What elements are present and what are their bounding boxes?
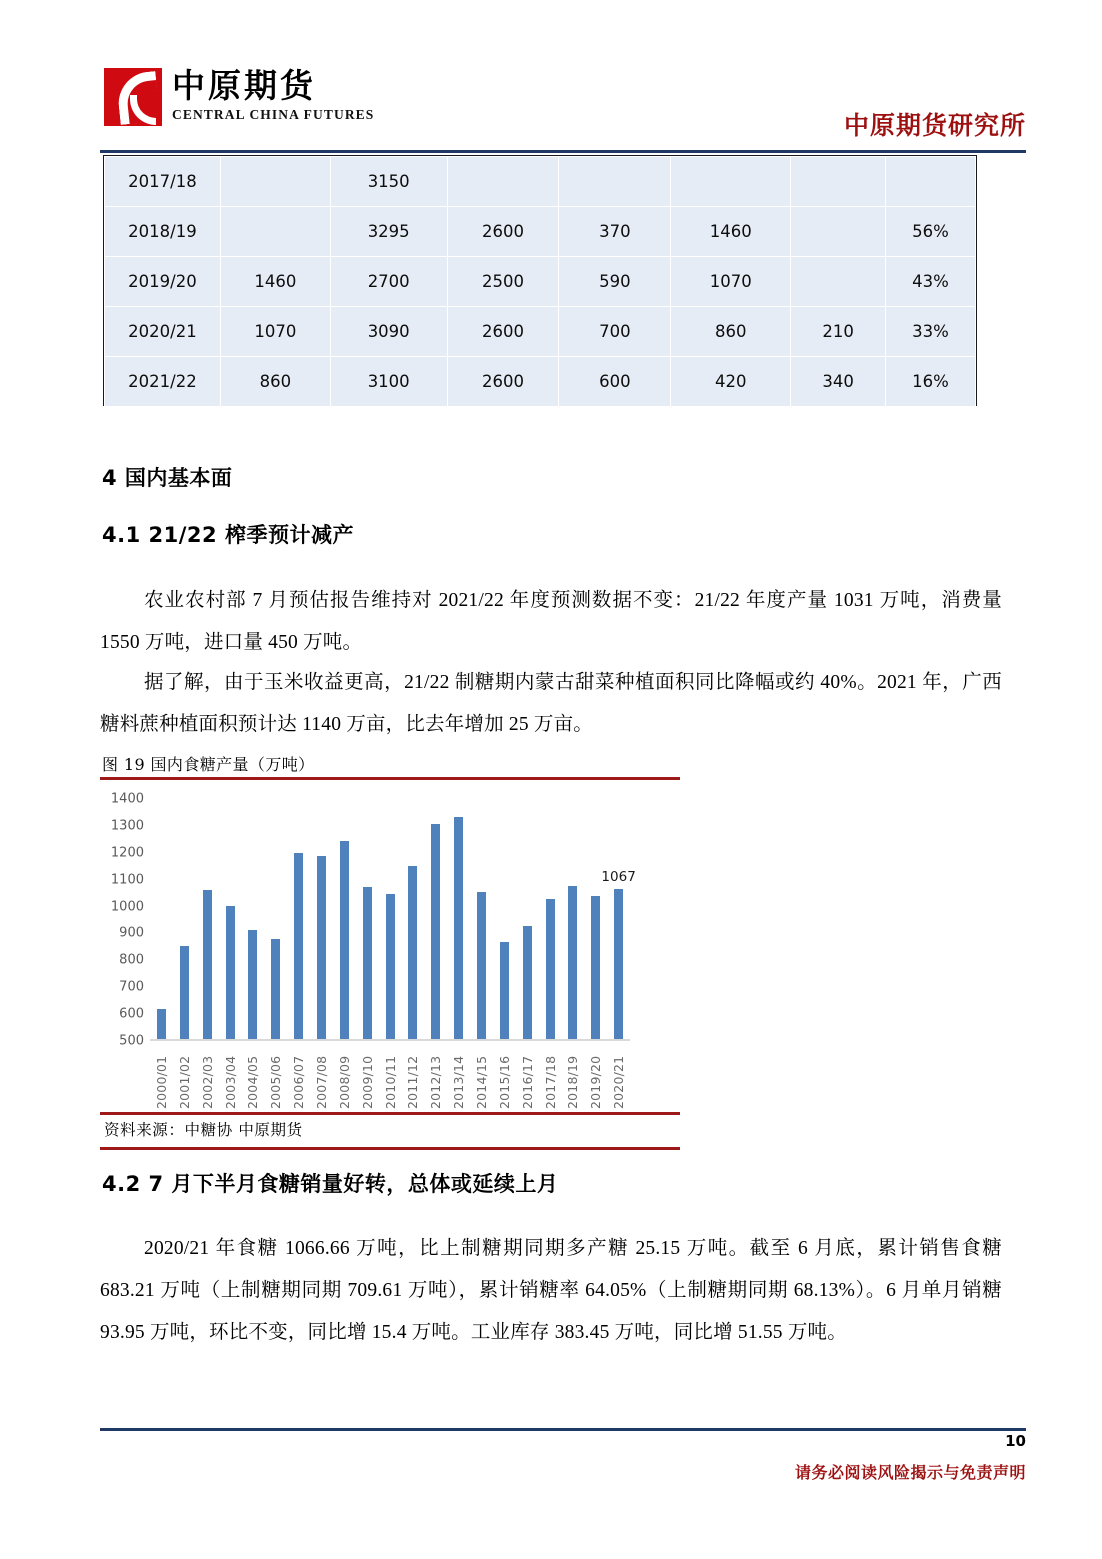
table-cell-season: 2017/18: [105, 157, 221, 207]
x-label-slot: [173, 1043, 196, 1109]
heading-4-2: 4.2 7 月下半月食糖销量好转，总体或延续上月: [102, 1172, 559, 1196]
table-row: [105, 207, 976, 257]
chart-bar: [477, 892, 486, 1042]
chart-bar: [271, 939, 280, 1041]
bar-slot: [241, 799, 264, 1041]
x-label-slot: [379, 1043, 402, 1109]
table-cell: 700: [559, 307, 671, 357]
table-cell: 420: [671, 357, 791, 407]
chart-baseline: [150, 1039, 630, 1041]
table-cell: 1070: [671, 257, 791, 307]
chart-bar: [546, 899, 555, 1041]
figure-bottom-rule: [100, 1147, 680, 1150]
paragraph-planting-area: 据了解，由于玉米收益更高，21/22 制糖期内蒙古甜菜种植面积同比降幅或约 40%。2021 年，广西糖料蔗种植面积预计达 1140 万亩，比去年增加 25 万亩。: [100, 672, 1002, 735]
bar-slot: [196, 799, 219, 1041]
x-label-slot: [241, 1043, 264, 1109]
research-institute-title: 中原期货研究所: [843, 111, 1026, 140]
x-tick-label: 2015/16: [496, 1055, 512, 1109]
y-tick-label: 1100: [110, 872, 144, 888]
bar-slot: [447, 799, 470, 1041]
bar-slot: [150, 799, 173, 1041]
bar-slot: [516, 799, 539, 1041]
bar-slot: [356, 799, 379, 1041]
x-tick-label: 2004/05: [245, 1055, 261, 1109]
bar-slot: [379, 799, 402, 1041]
chart-bar: [363, 887, 372, 1041]
x-label-slot: [264, 1043, 287, 1109]
x-tick-label: 2007/08: [313, 1055, 329, 1109]
table-cell: 2600: [447, 307, 559, 357]
y-tick-label: 1200: [110, 845, 144, 861]
chart-bar: [523, 926, 532, 1041]
chart-bar: [454, 817, 463, 1041]
table-cell-season: 2019/20: [105, 257, 221, 307]
table-cell-season: 2021/22: [105, 357, 221, 407]
chart-bar: [317, 856, 326, 1041]
bar-slot: [173, 799, 196, 1041]
table-cell: 56%: [886, 207, 976, 257]
x-label-slot: [310, 1043, 333, 1109]
table-cell: 1460: [220, 257, 330, 307]
x-label-slot: [401, 1043, 424, 1109]
heading-4-1: 4.1 21/22 榨季预计减产: [102, 523, 354, 547]
x-label-slot: [219, 1043, 242, 1109]
table-cell-season: 2018/19: [105, 207, 221, 257]
bar-slot: [333, 799, 356, 1041]
chart-bar: [180, 946, 189, 1041]
table-cell: 33%: [886, 307, 976, 357]
table-cell-season: 2020/21: [105, 307, 221, 357]
logo-english-name: CENTRAL CHINA FUTURES: [172, 106, 375, 122]
bar-slot: [470, 799, 493, 1041]
chart-bar: [408, 866, 417, 1041]
figure-caption: 图 19 国内食糖产量（万吨）: [102, 755, 315, 774]
table-cell: [886, 157, 976, 207]
table-cell: [791, 257, 886, 307]
x-tick-label: 2014/15: [473, 1055, 489, 1109]
table-row: [105, 157, 976, 207]
table-row: [105, 307, 976, 357]
table-cell: [559, 157, 671, 207]
x-tick-label: 2012/13: [428, 1055, 444, 1109]
chart-bar: [203, 890, 212, 1041]
table-cell: [220, 157, 330, 207]
table-cell: 340: [791, 357, 886, 407]
table-cell: 2600: [447, 207, 559, 257]
chart-bar: [614, 889, 623, 1041]
table-cell: 3295: [330, 207, 447, 257]
y-tick-label: 1000: [110, 899, 144, 915]
bar-slot: [561, 799, 584, 1041]
x-label-slot: [470, 1043, 493, 1109]
logo-mark-icon: [104, 68, 162, 126]
x-label-slot: [196, 1043, 219, 1109]
table-cell: 370: [559, 207, 671, 257]
company-logo: [104, 68, 374, 126]
bar-slot: [584, 799, 607, 1041]
chart-bar: [386, 894, 395, 1041]
table-cell: 590: [559, 257, 671, 307]
table-cell: 43%: [886, 257, 976, 307]
chart-bar: [294, 853, 303, 1041]
table-cell: 1460: [671, 207, 791, 257]
chart-plot-area: [110, 791, 636, 1049]
chart-bars: [150, 799, 636, 1041]
x-tick-label: 2016/17: [519, 1055, 535, 1109]
x-label-slot: [516, 1043, 539, 1109]
x-label-slot: [150, 1043, 173, 1109]
x-tick-label: 2006/07: [291, 1055, 307, 1109]
x-label-slot: [356, 1043, 379, 1109]
chart-x-axis-labels: [150, 1043, 630, 1109]
supply-balance-table: [104, 156, 976, 407]
y-tick-label: 500: [119, 1033, 144, 1049]
header-divider: [100, 150, 1026, 153]
y-tick-label: 1400: [110, 791, 144, 807]
x-tick-label: 2003/04: [222, 1055, 238, 1109]
x-label-slot: [561, 1043, 584, 1109]
table-cell: [447, 157, 559, 207]
table-cell: 3100: [330, 357, 447, 407]
table-cell: 860: [220, 357, 330, 407]
x-tick-label: 2002/03: [199, 1055, 215, 1109]
x-tick-label: 2000/01: [153, 1055, 169, 1109]
y-tick-label: 600: [119, 1006, 144, 1022]
figure-top-rule: [100, 777, 680, 780]
x-tick-label: 2005/06: [268, 1055, 284, 1109]
table-cell: 3150: [330, 157, 447, 207]
table-cell: [671, 157, 791, 207]
bar-slot: [601, 799, 636, 1041]
table-cell: 860: [671, 307, 791, 357]
table-row: [105, 257, 976, 307]
chart-bar: [431, 824, 440, 1041]
bar-slot: [493, 799, 516, 1041]
y-tick-label: 1300: [110, 818, 144, 834]
bar-value-label: 1067: [601, 868, 636, 885]
table-cell: 2700: [330, 257, 447, 307]
x-tick-label: 2018/19: [565, 1055, 581, 1109]
sugar-production-chart: [100, 785, 680, 1110]
table-cell: 16%: [886, 357, 976, 407]
x-tick-label: 2008/09: [336, 1055, 352, 1109]
paragraph-forecast: 农业农村部 7 月预估报告维持对 2021/22 年度预测数据不变：21/22 年度产量 1031 万吨，消费量 1550 万吨，进口量 450 万吨。: [100, 590, 1002, 653]
logo-chinese-name: 中原期货: [172, 66, 316, 105]
paragraph-sales: 2020/21 年食糖 1066.66 万吨，比上制糖期同期多产糖 25.15 万吨。截至 6 月底，累计销售食糖 683.21 万吨（上制糖期同期 709.61 万吨），累计销糖率 64.05%（上制糖期同期 68.13%）。6 月单月销糖 93.95 万吨，环比不变，同比增 15.4 万吨。工业库存 383.45 万吨，同比增 51.55 万吨。: [100, 1238, 1002, 1343]
y-tick-label: 800: [119, 952, 144, 968]
x-label-slot: [424, 1043, 447, 1109]
bar-slot: [424, 799, 447, 1041]
chart-bar: [591, 896, 600, 1041]
chart-bar: [340, 841, 349, 1041]
chart-bar: [226, 906, 235, 1041]
table-cell: [791, 207, 886, 257]
x-tick-label: 2010/11: [382, 1055, 398, 1109]
x-label-slot: [539, 1043, 562, 1109]
chart-bar: [248, 930, 257, 1041]
table-cell: [791, 157, 886, 207]
table-cell: 210: [791, 307, 886, 357]
table-cell: 2600: [447, 357, 559, 407]
heading-domestic-fundamentals: 4 国内基本面: [102, 466, 233, 490]
x-label-slot: [607, 1043, 630, 1109]
bar-slot: [287, 799, 310, 1041]
chart-bar: [500, 942, 509, 1041]
x-tick-label: 2013/14: [451, 1055, 467, 1109]
table-row: [105, 357, 976, 407]
y-tick-label: 700: [119, 979, 144, 995]
chart-bar: [568, 886, 577, 1041]
x-label-slot: [584, 1043, 607, 1109]
x-label-slot: [287, 1043, 310, 1109]
y-tick-label: 900: [119, 925, 144, 941]
bar-slot: [219, 799, 242, 1041]
bar-slot: [401, 799, 424, 1041]
x-label-slot: [333, 1043, 356, 1109]
table-cell: 3090: [330, 307, 447, 357]
bar-slot: [539, 799, 562, 1041]
x-tick-label: 2020/21: [611, 1055, 627, 1109]
table-cell: 1070: [220, 307, 330, 357]
table-cell: 600: [559, 357, 671, 407]
footer-divider: [100, 1428, 1026, 1431]
x-tick-label: 2011/12: [405, 1055, 421, 1109]
page-header: [0, 0, 1102, 150]
table-cell: 2500: [447, 257, 559, 307]
x-tick-label: 2009/10: [359, 1055, 375, 1109]
page-number: 10: [1005, 1432, 1026, 1450]
bar-slot: [264, 799, 287, 1041]
bar-slot: [310, 799, 333, 1041]
footer-disclaimer: 请务必阅读风险揭示与免责声明: [794, 1463, 1026, 1482]
x-label-slot: [447, 1043, 470, 1109]
x-label-slot: [493, 1043, 516, 1109]
x-tick-label: 2001/02: [176, 1055, 192, 1109]
x-tick-label: 2019/20: [588, 1055, 604, 1109]
chart-bar: [157, 1009, 166, 1041]
figure-mid-rule: [100, 1112, 680, 1115]
table-cell: [220, 207, 330, 257]
figure-source: 资料来源：中糖协 中原期货: [104, 1121, 303, 1139]
x-tick-label: 2017/18: [542, 1055, 558, 1109]
